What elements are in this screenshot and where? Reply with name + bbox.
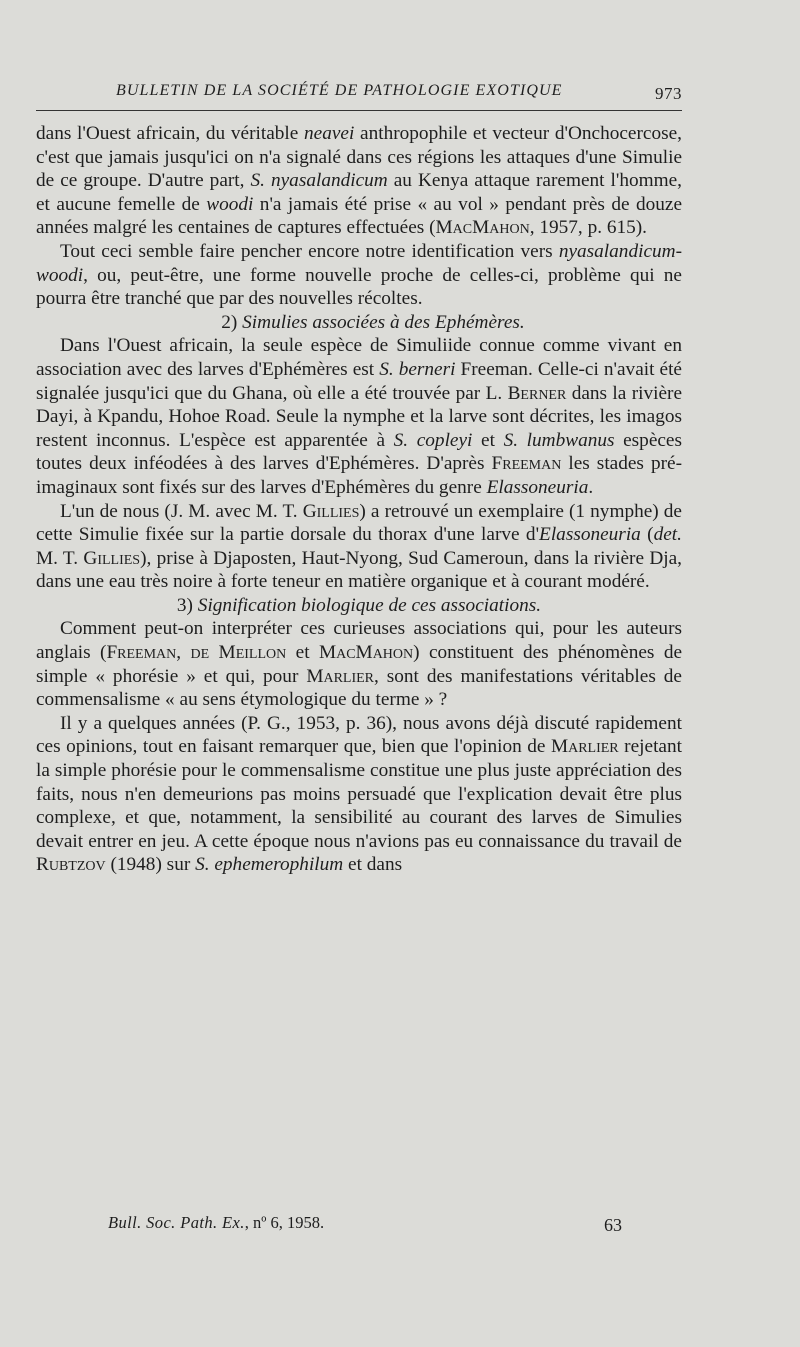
footer-issue: , nº 6, 1958.: [244, 1213, 325, 1232]
paragraph-6: Il y a quelques années (P. G., 1953, p. 36), nous avons déjà discuté rapidement ces opinions, tout en faisant remarquer que, bien que l'opinion de Marlier rejetant la simple phorésie pour le commensalisme constitue une plus juste appréciation des faits, nous n'en demeurions pas moins persuadé que l'explication devait être plus complexe, et que, notamment, la sensibilité au courant des larves de Simulies devait entrer en jeu. A cette époque nous n'avions pas eu connaissance du travail de Rubtzov (1948) sur S. ephemerophilum et dans: [36, 712, 682, 876]
footer-citation: Bull. Soc. Path. Ex.: [108, 1213, 245, 1232]
header-rule: [36, 110, 682, 111]
article-body: [36, 122, 682, 877]
running-header: [36, 78, 682, 106]
paragraph-4: L'un de nous (J. M. avec M. T. Gillies) a retrouvé un exemplaire (1 nymphe) de cette Simulie fixée sur la partie dorsale du thorax d'une larve d'Elassoneuria (det. M. T. Gillies), prise à Djaposten, Haut-Nyong, Sud Cameroun, dans la rivière Dja, dans une eau très noire à forte teneur en matière organique et à courant modéré.: [36, 500, 682, 593]
footer-page-number: 63: [604, 1215, 622, 1235]
section-heading-3: 3) Signification biologique de ces associations.: [176, 594, 542, 616]
section-heading-2: 2) Simulies associées à des Ephémères.: [221, 311, 525, 333]
paragraph-2: Tout ceci semble faire pencher encore notre identification vers nyasalandicum-woodi, ou, peut-être, une forme nouvelle proche de celles-ci, problème qui ne pourra être tranché que par des nouvelles récoltes.: [36, 240, 682, 310]
paragraph-1: dans l'Ouest africain, du véritable neavei anthropophile et vecteur d'Onchocercose, c'est que jamais jusqu'ici on n'a signalé dans ces régions les attaques d'une Simulie de ce groupe. D'autre part, S. nyasalandicum au Kenya attaque rarement l'homme, et aucune femelle de woodi n'a jamais été prise « au vol » pendant près de douze années malgré les centaines de captures effectuées (MacMahon, 1957, p. 615).: [36, 123, 683, 239]
paragraph-3: Dans l'Ouest africain, la seule espèce de Simuliide connue comme vivant en association avec des larves d'Ephémères est S. berneri Freeman. Celle-ci n'avait été signalée jusqu'ici que du Ghana, où elle a été trouvée par L. Berner dans la rivière Dayi, à Kpandu, Hohoe Road. Seule la nymphe et la larve sont décrites, les imagos restent inconnus. L'espèce est apparentée à S. copleyi et S. lumbwanus espèces toutes deux inféodées à des larves d'Ephémères. D'après Freeman les stades pré-imaginaux sont fixés sur des larves d'Ephémères du genre Elassoneuria.: [36, 335, 683, 498]
page-number: 973: [655, 84, 682, 103]
paragraph-5: Comment peut-on interpréter ces curieuses associations qui, pour les auteurs anglais (Freeman, de Meillon et MacMahon) constituent des phénomènes de simple « phorésie » et qui, pour Marlier, sont des manifestations véritables de commensalisme « au sens étymologique du terme » ?: [36, 618, 683, 711]
page-footer: [108, 1213, 628, 1233]
journal-title: BULLETIN DE LA SOCIÉTÉ DE PATHOLOGIE EXOTIQUE: [116, 82, 563, 99]
